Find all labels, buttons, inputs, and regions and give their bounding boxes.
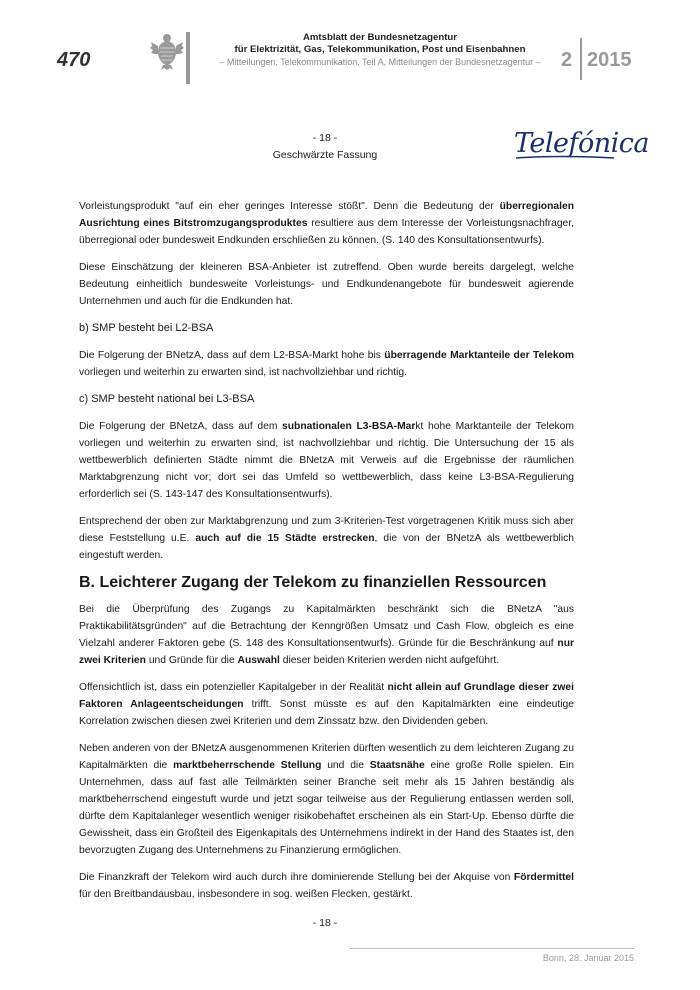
gazette-page-number: 470 [57, 49, 91, 71]
section-heading-b: B. Leichterer Zugang der Telekom zu finanziellen Ressourcen [79, 574, 547, 591]
footer-divider [350, 948, 634, 949]
paragraph-3: Die Folgerung der BNetzA, dass auf dem L2-BSA-Markt hohe bis überragende Marktanteile der Telekom vorliegen und weiterhin zu erwarten sind, ist nachvollziehbar und richtig. [79, 350, 574, 378]
paragraph-2: Diese Einschätzung der kleineren BSA-Anbieter ist zutreffend. Oben wurde bereits dargelegt, welche Bedeutung einheitlich bundesweite Vorleistungs- und Endkundenangebote für bundesweit agierende Unternehmen und auch für die Endkunden hat. [79, 262, 574, 307]
document-page-label-top: - 18 - [312, 132, 338, 144]
document-page-label-bottom: - 18 - [312, 917, 338, 929]
paragraph-7: Offensichtlich ist, dass ein potenzieller Kapitalgeber in der Realität nicht allein auf Grundlage dieser zwei Faktoren Anlageentscheidungen trifft. Sonst müsste es auf den Kapitalmärkten eine eindeutige Korrelation zwischen diesen zwei Kriterien und dem Zinssatz bzw. den Dividenden geben. [79, 682, 575, 727]
gazette-title-line1: Amtsblatt der Bundesnetzagentur [302, 32, 458, 43]
paragraph-1: Vorleistungsprodukt "auf ein eher geringes Interesse stößt". Denn die Bedeutung der überregionalen Ausrichtung eines Bitstromzugangsproduktes resultiere aus dem Interesse der Vorleistungsnachfrager, überregional oder bundesweit Endkunden erschließen zu können. (S. 140 des Konsultationsentwurfs). [79, 201, 574, 246]
heading-b-l2-bsa: b) SMP besteht bei L2-BSA [79, 322, 214, 334]
federal-eagle-icon [150, 32, 184, 70]
issue-year: 2015 [587, 49, 632, 71]
gazette-title-line2: für Elektrizität, Gas, Telekommunikation, Post und Eisenbahnen [234, 44, 526, 55]
issue-divider [580, 38, 582, 80]
document-body [79, 198, 574, 913]
document-subtitle: Geschwärzte Fassung [272, 149, 378, 161]
footer-date: Bonn, 28. Januar 2015 [542, 953, 634, 963]
paragraph-8: Neben anderen von der BNetzA ausgenommenen Kriterien dürften wesentlich zu dem leichteren Zugang zu Kapitalmärkten die marktbeherrschende Stellung und die Staatsnähe eine große Rolle spielen. Ein Unternehmen, dass auf fast alle Teilmärkten seiner Branche seit mehr als 15 Jahren beständig als marktbeherrschend eingestuft wurde und jetzt sogar teilweise aus der Regulierung entlassen werden soll, dürfte dem Kapitalanleger wesentlich weniger risikobehaftet erscheinen als ein Start-Up. Ebenso dürfte die Gewissheit, dass ein Großteil des Eigenkapitals des Unternehmens indirekt in der Hand des Staates ist, den bevorzugten Zugang des Unternehmens zu Finanzierung ermöglichen. [79, 743, 574, 856]
gazette-subtitle: – Mitteilungen, Telekommunikation, Teil A, Mitteilungen der Bundesnetzagentur – [219, 57, 541, 67]
logo-text: Telefónica [514, 128, 649, 159]
paragraph-9: Die Finanzkraft der Telekom wird auch durch ihre dominierende Stellung bei der Akquise von Fördermittel für den Breitbandausbau, insbesondere in sog. weißen Flecken, gestärkt. [79, 872, 574, 900]
paragraph-5: Entsprechend der oben zur Marktabgrenzung und zum 3-Kriterien-Test vorgetragenen Kritik muss sich aber diese Feststellung u.E. auch auf die 15 Städte erstrecken, die von der BNetzA als wettbewerblich eingestuft werden. [79, 516, 574, 561]
issue-number: 2 [561, 49, 573, 71]
paragraph-4: Die Folgerung der BNetzA, dass auf dem subnationalen L3-BSA-Markt hohe Marktanteile der Telekom vorliegen und weiterhin zu erwarten sind, ist nachvollziehbar und richtig. Die Untersuchung der 15 als wettbewerblich definierten Städte nimmt die BNetzA mit Verweis auf die Ergebnisse der räumlichen Marktabgrenzung nicht vor; dort sei das Umfeld so wettbewerblich, dass keine L3-BSA-Regulierung erforderlich sei (S. 143-147 des Konsultationsentwurfs). [79, 421, 574, 500]
paragraph-6: Bei die Überprüfung des Zugangs zu Kapitalmärkten beschränkt sich die BNetzA "aus Praktikabilitätsgründen" auf die Betrachtung der Kenngrößen Umsatz und Cash Flow, obgleich es eine Vielzahl anderer Faktoren gebe (S. 148 des Konsultationsentwurfs). Gründe für die Beschränkung auf nur zwei Kriterien und Gründe für die Auswahl dieser beiden Kriterien werden nicht aufgeführt. [79, 604, 574, 666]
heading-c-l3-bsa: c) SMP besteht national bei L3-BSA [79, 393, 255, 405]
telefonica-logo [512, 126, 649, 166]
